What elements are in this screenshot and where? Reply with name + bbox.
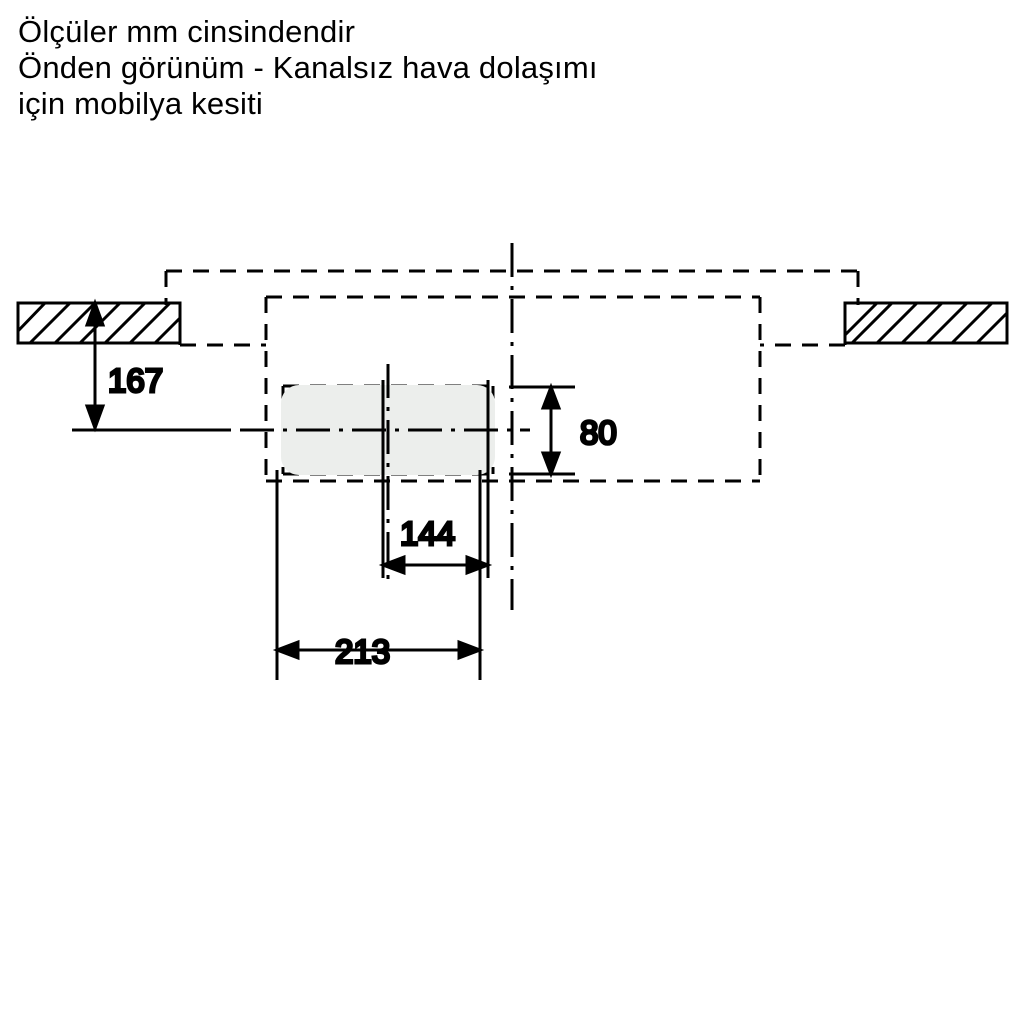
dimension-167-label: 167 <box>108 362 164 399</box>
title-line-3: için mobilya kesiti <box>18 86 263 121</box>
dimension-144-label: 144 <box>400 515 456 552</box>
title-line-1: Ölçüler mm cinsindendir <box>18 14 356 49</box>
title-line-2: Önden görünüm - Kanalsız hava dolaşımı <box>18 50 598 85</box>
worktop-right <box>845 303 1007 343</box>
dimension-80-label: 80 <box>580 414 617 451</box>
dimension-213 <box>277 470 480 680</box>
dimension-213-label: 213 <box>335 633 391 670</box>
